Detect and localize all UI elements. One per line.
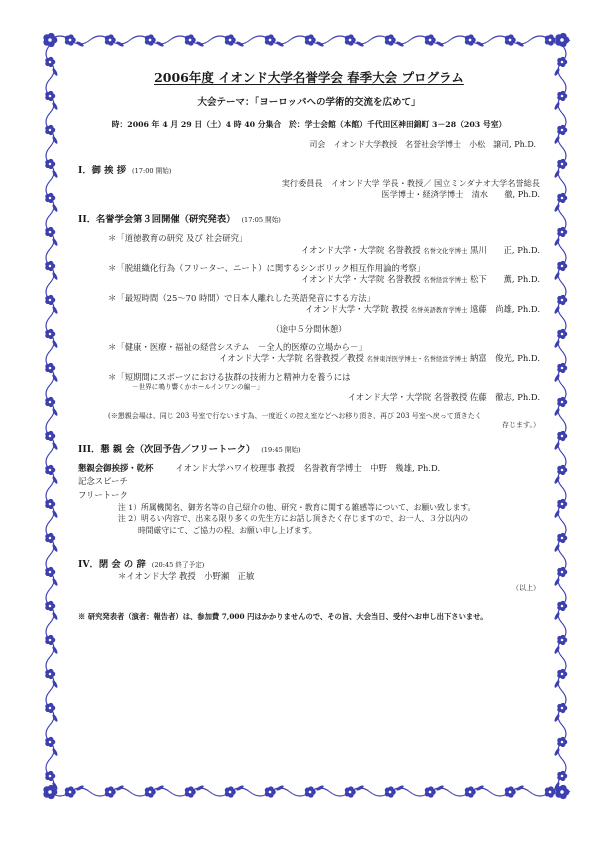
venue-note-line: 存じます。） bbox=[502, 420, 540, 429]
flower-ornament bbox=[555, 785, 569, 799]
presenter-name: 遠藤 尚雄, Ph.D. bbox=[470, 304, 540, 315]
presentation-item bbox=[78, 293, 540, 316]
flower-ornament bbox=[557, 363, 567, 373]
flower-ornament bbox=[45, 431, 55, 441]
section-time: (17:00 開始) bbox=[132, 167, 172, 175]
flower-ornament bbox=[45, 261, 55, 271]
presentation-topic: ＊「健康・医療・福祉の経営システム －全人的医療の立場から－」 bbox=[108, 342, 367, 353]
flower-ornament bbox=[557, 499, 567, 509]
party-notes bbox=[78, 503, 540, 537]
section-research bbox=[78, 214, 540, 431]
presenter-degree: 名誉英語教育学博士 bbox=[410, 307, 468, 315]
presentation-topic: ＊「脱組織化行為（フリーター、ニート）に関するシンボリック相互作用論的考察」 bbox=[108, 263, 426, 274]
flower-ornament bbox=[557, 227, 567, 237]
flower-ornament bbox=[345, 34, 356, 45]
flower-ornament bbox=[557, 397, 567, 407]
presenter-affiliation: イオンド大学・大学院 教授 bbox=[305, 304, 409, 315]
section-heading bbox=[78, 165, 540, 178]
flower-ornament bbox=[545, 786, 556, 797]
presenter-affiliation: イオンド大学・大学院 名誉教授／教授 bbox=[219, 353, 364, 364]
flower-ornament bbox=[105, 34, 116, 45]
commemorative-speech: 記念スピーチ bbox=[78, 476, 128, 487]
flower-ornament bbox=[45, 295, 55, 305]
greeting-speaker-role: 実行委員長 イオンド大学 学長・教授／ 国立ミンダナオ大学名誉総長 bbox=[281, 177, 540, 188]
flower-ornament bbox=[45, 159, 55, 169]
date-venue: 時：2006 年 4 月 29 日（土）4 時 40 分集合 於：学士会館（本館）千代田区神田錦町 3－28（203 号室） bbox=[111, 119, 507, 129]
presenter-affiliation: イオンド大学・大学院 名誉教授 bbox=[300, 274, 421, 285]
presentation-topic: ＊「道徳教育の研究 及び 社会研究」 bbox=[108, 233, 248, 244]
section-time: (17:05 開始) bbox=[241, 215, 281, 224]
section-heading bbox=[78, 444, 540, 457]
party-note: 注 2）明るい内容で、出来る限り多くの先生方にお話し頂きたく存じますので、お一人、３分以内の bbox=[118, 514, 469, 524]
presentation-item bbox=[78, 372, 540, 404]
presenter-fee-note: ※ 研究発表者（演者：報告者）は、参加費 7,000 円はかかりませんので、その旨、大会当日、受付へお申し出下さいませ。 bbox=[78, 611, 488, 621]
flower-ornament bbox=[65, 34, 76, 45]
toast-label: 懇親会御挨拶・乾杯 bbox=[78, 462, 154, 473]
section-time: (20:45 終了予定) bbox=[151, 560, 205, 569]
presenter bbox=[78, 392, 540, 403]
flower-ornament bbox=[505, 34, 516, 45]
section-title: III．懇 親 会（次回予告／フリートーク） bbox=[78, 444, 256, 456]
flower-ornament bbox=[557, 295, 567, 305]
presentation-topic: ＊「最短時間（25～70 時間）で日本人離れした英語発音にする方法」 bbox=[108, 292, 375, 303]
section-greeting bbox=[78, 165, 540, 200]
presenter-affiliation: イオンド大学・大学院 名誉教授 bbox=[347, 392, 468, 403]
presentation-item bbox=[78, 342, 540, 365]
flower-ornament bbox=[45, 737, 55, 747]
flower-ornament bbox=[465, 34, 476, 45]
presenter-degree: 名誉東洋医学博士・名誉経営学博士 bbox=[366, 356, 468, 364]
flower-ornament bbox=[45, 227, 55, 237]
program-title: 2006年度 イオンド大学名誉学会 春季大会 プログラム bbox=[154, 70, 464, 85]
end-mark: （以上） bbox=[512, 584, 540, 593]
flower-ornament bbox=[45, 193, 55, 203]
flower-ornament bbox=[43, 33, 57, 47]
section-heading bbox=[78, 214, 540, 227]
flower-ornament bbox=[557, 737, 567, 747]
flower-ornament bbox=[45, 125, 55, 135]
venue-note-line: (※懇親会場は、同じ 203 号室で行ないます為、一度近くの控え室などへお移り頂き、再び 203 号室へ戻って頂きたく bbox=[108, 411, 482, 420]
presenter-name: 納富 俊光, Ph.D. bbox=[470, 353, 540, 364]
flower-ornament bbox=[557, 567, 567, 577]
toast-row bbox=[78, 463, 540, 474]
flower-ornament bbox=[45, 499, 55, 509]
flower-ornament bbox=[557, 635, 567, 645]
flower-ornament bbox=[45, 669, 55, 679]
flower-ornament bbox=[557, 261, 567, 271]
flower-ornament bbox=[557, 91, 567, 101]
flower-ornament bbox=[45, 635, 55, 645]
flower-ornament bbox=[45, 771, 55, 781]
flower-ornament bbox=[45, 567, 55, 577]
break-notice: （途中５分間休憩） bbox=[271, 323, 347, 334]
flower-ornament bbox=[557, 57, 567, 67]
free-talk: フリートーク bbox=[78, 489, 128, 500]
presenter-degree: 名誉経営学博士 bbox=[423, 277, 468, 285]
flower-ornament bbox=[265, 34, 276, 45]
presenter-name: 黒川 正, Ph.D. bbox=[470, 244, 540, 255]
flower-ornament bbox=[45, 601, 55, 611]
flower-ornament bbox=[425, 34, 436, 45]
party-note-continued: 時間厳守にて、ご協力の程、お願い申し上げます。 bbox=[138, 526, 317, 535]
flower-ornament bbox=[45, 329, 55, 339]
greeting-speaker-name: 医学博士・経済学博士 清水 徹, Ph.D. bbox=[381, 188, 540, 199]
presenter bbox=[78, 245, 540, 257]
flower-ornament bbox=[555, 33, 569, 47]
presenter bbox=[78, 274, 540, 286]
flower-ornament bbox=[557, 193, 567, 203]
section-time: (19:45 開始) bbox=[261, 446, 301, 455]
flower-ornament bbox=[545, 34, 556, 45]
presenter-name: 松下 薫, Ph.D. bbox=[470, 274, 540, 285]
flower-ornament bbox=[557, 601, 567, 611]
flower-ornament bbox=[557, 125, 567, 135]
flower-ornament bbox=[145, 34, 156, 45]
program-content bbox=[78, 60, 540, 790]
flower-ornament bbox=[45, 703, 55, 713]
flower-ornament bbox=[557, 771, 567, 781]
section-heading bbox=[78, 559, 540, 572]
flower-ornament bbox=[557, 329, 567, 339]
flower-ornament bbox=[45, 363, 55, 373]
conference-theme: 大会テーマ：「ヨーロッパへの学術的交流を広めて」 bbox=[197, 96, 421, 108]
flower-ornament bbox=[557, 159, 567, 169]
presenter-name: 佐藤 徹志, Ph.D. bbox=[470, 392, 540, 403]
flower-ornament bbox=[557, 669, 567, 679]
presentation-item bbox=[78, 263, 540, 286]
flower-ornament bbox=[557, 431, 567, 441]
presentation-subtitle: －世界に鳴り響くかホールインワンの編－」 bbox=[132, 383, 264, 392]
closing-speaker: ＊イオンド大学 教授 小野瀬 正敏 bbox=[118, 571, 255, 582]
flower-ornament bbox=[45, 397, 55, 407]
flower-ornament bbox=[557, 465, 567, 475]
flower-ornament bbox=[45, 465, 55, 475]
party-note: 注 1）所属機関名、御芳名等の自己紹介の他、研究・教育に関する雑感等について、お願い致します。 bbox=[118, 502, 476, 512]
section-title: II．名誉学会第３回開催（研究発表） bbox=[78, 213, 236, 225]
presenter-degree: 名誉文化学博士 bbox=[423, 247, 468, 255]
flower-ornament bbox=[45, 533, 55, 543]
flower-ornament bbox=[185, 34, 196, 45]
flower-ornament bbox=[45, 57, 55, 67]
flower-ornament bbox=[385, 34, 396, 45]
presentation-item bbox=[78, 233, 540, 256]
toast-speaker: イオンド大学ハワイ校理事 教授 名誉教育学博士 中野 幾雄, Ph.D. bbox=[175, 462, 441, 473]
flower-ornament bbox=[225, 34, 236, 45]
section-title: I．御 挨 拶 bbox=[78, 165, 127, 176]
section-title: IV．閉 会 の 辞 bbox=[78, 558, 146, 570]
presenter bbox=[78, 353, 540, 365]
section-party bbox=[78, 444, 540, 536]
section-closing bbox=[78, 559, 540, 594]
presentation-topic: ＊「短期間にスポーツにおける抜群の技術力と精神力を養うには bbox=[108, 371, 351, 382]
venue-note bbox=[78, 412, 540, 431]
flower-ornament bbox=[45, 91, 55, 101]
flower-ornament bbox=[305, 34, 316, 45]
flower-ornament bbox=[65, 786, 76, 797]
presenter bbox=[78, 304, 540, 316]
presenter-affiliation: イオンド大学・大学院 名誉教授 bbox=[300, 244, 421, 255]
flower-ornament bbox=[557, 533, 567, 543]
flower-ornament bbox=[557, 703, 567, 713]
chairperson: 司会 イオンド大学教授 名誉社会学博士 小松 譲司, Ph.D. bbox=[309, 140, 536, 150]
